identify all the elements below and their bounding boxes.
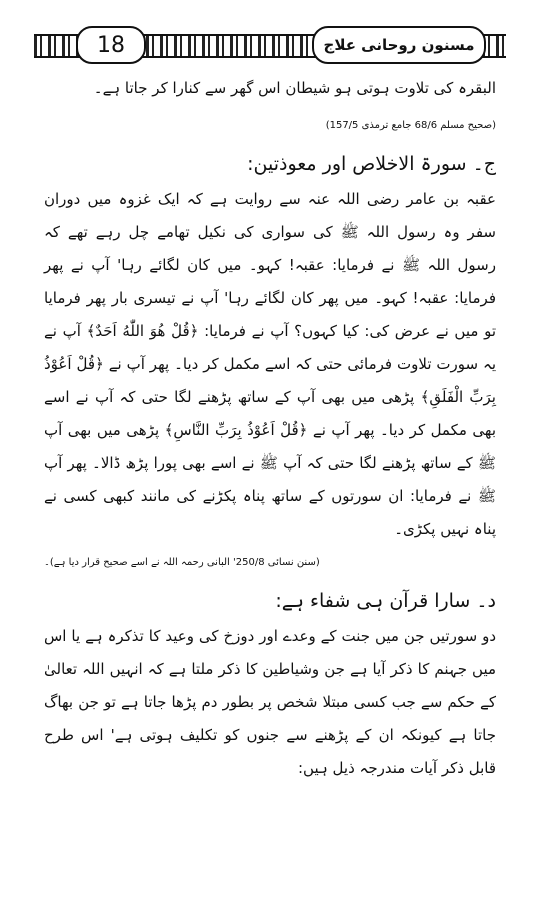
section-d-heading: د۔ سارا قرآن ہی شفاء ہے: [275, 590, 496, 612]
page-body [44, 72, 496, 785]
intro-line: البقرہ کی تلاوت ہوتی ہو شیطان اس گھر سے کنارا کر جاتا ہے۔ [93, 79, 496, 97]
reference-2: (سنن نسائی 250/8' البانی رحمہ اللہ نے اسے صحیح قرار دیا ہے)۔ [44, 557, 320, 568]
section-j-heading: ج۔ سورۃ الاخلاص اور معوذتین: [247, 153, 496, 175]
section-j-body: عقبہ بن عامر رضی اللہ عنہ سے روایت ہے کہ ایک غزوہ میں دوران سفر وہ رسول اللہ ﷺ کی سواری کی نکیل تھامے چل رہے تھے کہ رسول اللہ ﷺ نے فرمایا: عقبہ! کہو۔ میں کان لگائے رہا' آپ نے پھر فرمایا: عقبہ! کہو۔ میں پھر کان لگائے رہا' آپ نے تیسری بار پھر فرمایا تو میں نے عرض کی: کیا کہوں؟ آپ نے فرمایا: ﴿قُلْ هُوَ اللّٰهُ اَحَدٌ﴾ آپ نے یہ سورت تلاوت فرمائی حتی کہ اسے مکمل کر دیا۔ پھر آپ نے ﴿قُلْ اَعُوْذُ بِرَبِّ الْفَلَقِ﴾ پڑھی میں بھی آپ کے ساتھ پڑھنے لگا حتی کہ آپ نے اسے بھی مکمل کر دیا۔ پھر آپ نے ﴿قُلْ اَعُوْذُ بِرَبِّ النَّاسِ﴾ پڑھی میں بھی آپ ﷺ کے ساتھ پڑھنے لگا حتی کہ آپ ﷺ نے اسے بھی پورا پڑھ ڈالا۔ پھر آپ ﷺ نے فرمایا: ان سورتوں کے ساتھ پناہ پکڑنے کی مانند کبھی کسی نے پناہ نہیں پکڑی۔ [44, 190, 496, 538]
book-title: مسنون روحانی علاج [312, 26, 486, 64]
page-header [34, 26, 506, 64]
reference-1: (صحیح مسلم 68/6 جامع ترمذی 157/5) [325, 120, 496, 131]
section-d-body: دو سورتیں جن میں جنت کے وعدے اور دوزخ کی وعید کا تذکرہ ہے یا اس میں جہنم کا ذکر آیا ہے جن وشیاطین کا ذکر ملتا ہے کہ انہیں اللہ تعالیٰ کے حکم سے جب کسی مبتلا شخص پر بطور دم پڑھا جاتا ہے تو جن بھاگ جاتا ہے کیونکہ ان کے پڑھنے سے جنوں کو تکلیف ہوتی ہے' اس طرح قابل ذکر آیات مندرجہ ذیل ہیں: [44, 627, 496, 777]
page-number: 18 [76, 26, 146, 64]
